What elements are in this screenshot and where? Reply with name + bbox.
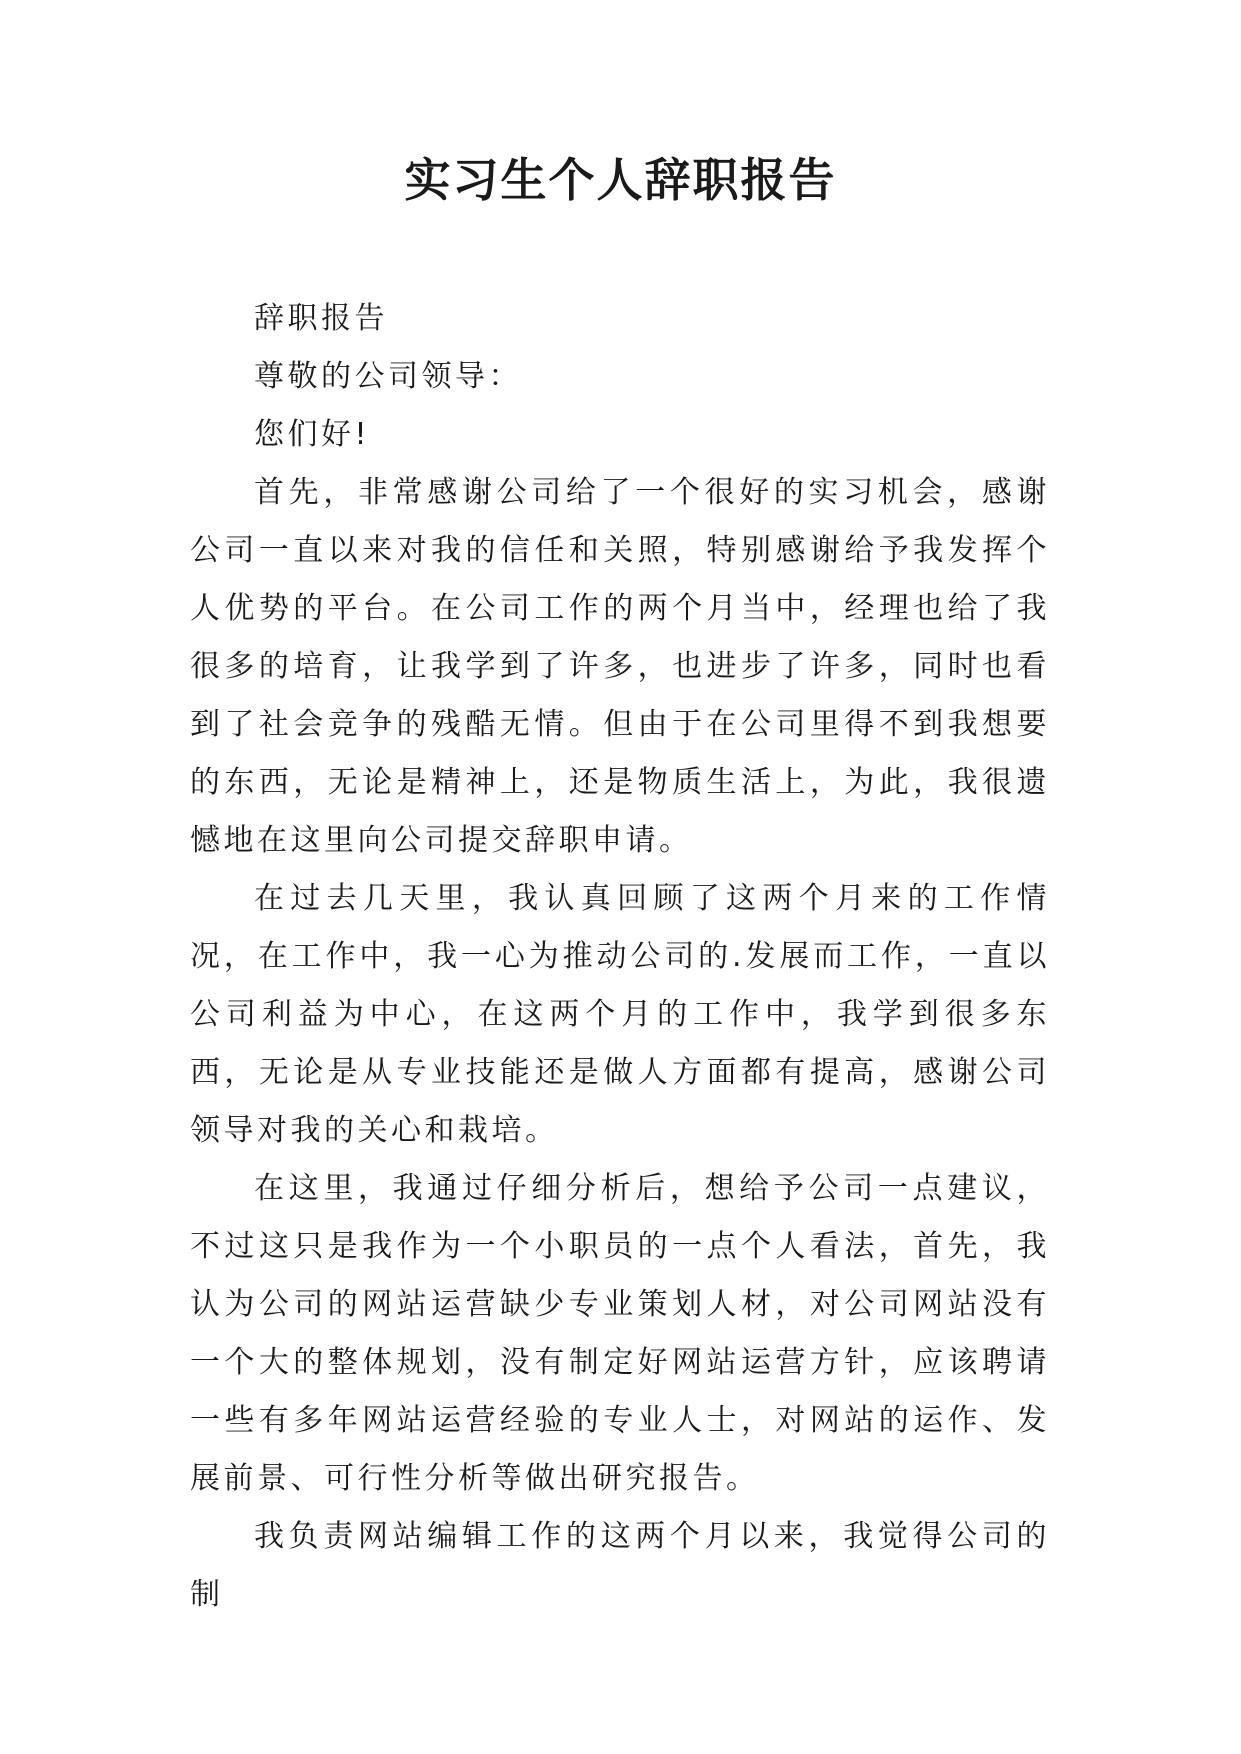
salutation: 尊敬的公司领导： bbox=[254, 359, 522, 394]
paragraph-gratitude: 首先，非常感谢公司给了一个很好的实习机会，感谢公司一直以来对我的信任和关照，特别感谢给予我发挥个人优势的平台。在公司工作的两个月当中，经理也给了我很多的培育，让我学到了许多，也进步了许多，同时也看到了社会竞争的残酷无情。但由于在公司里得不到我想要的东西，无论是精神上，还是物质生活上，为此，我很遗憾地在这里向公司提交辞职申请。 bbox=[190, 475, 1050, 858]
document-title: 实习生个人辞职报告 bbox=[404, 153, 837, 207]
document-body bbox=[190, 290, 1050, 1624]
paragraph-review: 在过去几天里，我认真回顾了这两个月来的工作情况，在工作中，我一心为推动公司的.发展而工作，一直以公司利益为中心，在这两个月的工作中，我学到很多东西，无论是从专业技能还是做人方面都有提高，感谢公司领导对我的关心和栽培。 bbox=[190, 881, 1050, 1148]
paragraph-editing-work: 我负责网站编辑工作的这两个月以来，我觉得公司的制 bbox=[190, 1519, 1050, 1612]
greeting: 您们好! bbox=[254, 417, 371, 452]
heading-resignation-report: 辞职报告 bbox=[254, 301, 388, 336]
paragraph-suggestion: 在这里，我通过仔细分析后，想给予公司一点建议，不过这只是我作为一个小职员的一点个人看法，首先，我认为公司的网站运营缺少专业策划人材，对公司网站没有一个大的整体规划，没有制定好网站运营方针，应该聘请一些有多年网站运营经验的专业人士，对网站的运作、发展前景、可行性分析等做出研究报告。 bbox=[190, 1171, 1050, 1496]
